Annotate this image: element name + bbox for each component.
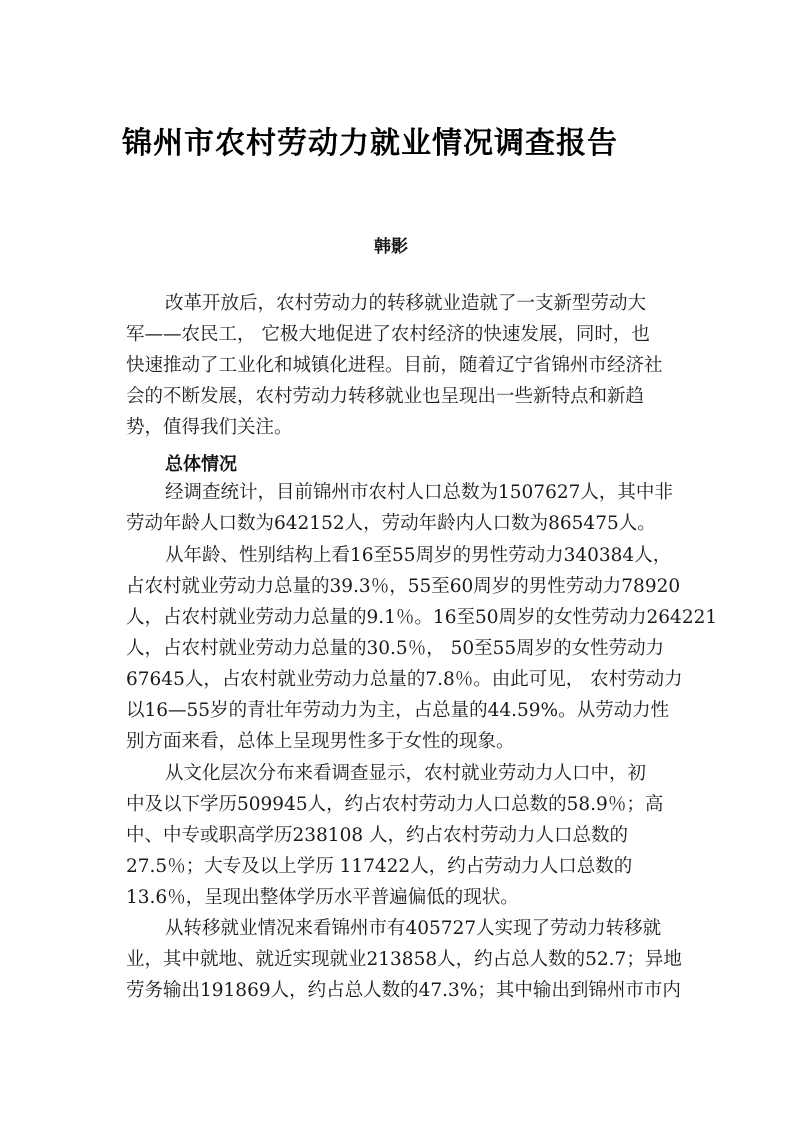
paragraph-line: 改革开放后，农村劳动力的转移就业造就了一支新型劳动大 xyxy=(165,293,647,314)
paragraph-line: 劳动年龄人口数为642152人，劳动年龄内人口数为865475人。 xyxy=(126,513,656,534)
paragraph-line: 占农村就业劳动力总量的39.3％，55至60周岁的男性劳动力78920 xyxy=(126,576,681,597)
paragraph-line: 67645人，占农村就业劳动力总量的7.8％。由此可见， 农村劳动力 xyxy=(126,669,683,690)
paragraph-line: 从转移就业情况来看锦州市有405727人实现了劳动力转移就 xyxy=(165,918,662,939)
paragraph-line: 人，占农村就业劳动力总量的30.5％， 50至55周岁的女性劳动力 xyxy=(126,638,665,659)
paragraph-line: 会的不断发展，农村劳动力转移就业也呈现出一些新特点和新趋 xyxy=(126,386,645,407)
paragraph-line: 中及以下学历509945人，约占农村劳动力人口总数的58.9％；高 xyxy=(126,794,664,815)
section-heading: 总体情况 xyxy=(165,454,237,475)
paragraph-line: 以16—55岁的青壮年劳动力为主，占总量的44.59%。从劳动力性 xyxy=(126,700,670,721)
paragraph-line: 中、中专或职高学历238108 人，约占农村劳动力人口总数的 xyxy=(126,825,629,846)
paragraph-line: 13.6％，呈现出整体学历水平普遍偏低的现状。 xyxy=(126,887,519,908)
paragraph-line: 业，其中就地、就近实现就业213858人，约占总人数的52.7；异地 xyxy=(126,949,682,970)
paragraph-line: 27.5％；大专及以上学历 117422人，约占劳动力人口总数的 xyxy=(126,856,633,877)
paragraph-line: 快速推动了工业化和城镇化进程。目前，随着辽宁省锦州市经济社 xyxy=(126,355,663,376)
paragraph-line: 从年龄、性别结构上看16至55周岁的男性劳动力340384人， xyxy=(165,545,672,566)
author-name: 韩影 xyxy=(374,237,408,257)
paragraph-line: 别方面来看，总体上呈现男性多于女性的现象。 xyxy=(126,731,515,752)
paragraph-line: 势，值得我们关注。 xyxy=(126,417,293,438)
paragraph-line: 劳务输出191869人，约占总人数的47.3%；其中输出到锦州市市内 xyxy=(126,980,681,1001)
paragraph-line: 人，占农村就业劳动力总量的9.1％。16至50周岁的女性劳动力264221 xyxy=(126,607,718,628)
paragraph-line: 从文化层次分布来看调查显示，农村就业劳动力人口中，初 xyxy=(165,763,647,784)
paragraph-line: 经调查统计，目前锦州市农村人口总数为1507627人，其中非 xyxy=(165,482,673,503)
document-title: 锦州市农村劳动力就业情况调查报告 xyxy=(122,126,618,161)
paragraph-line: 军——农民工， 它极大地促进了农村经济的快速发展，同时，也 xyxy=(126,324,650,345)
